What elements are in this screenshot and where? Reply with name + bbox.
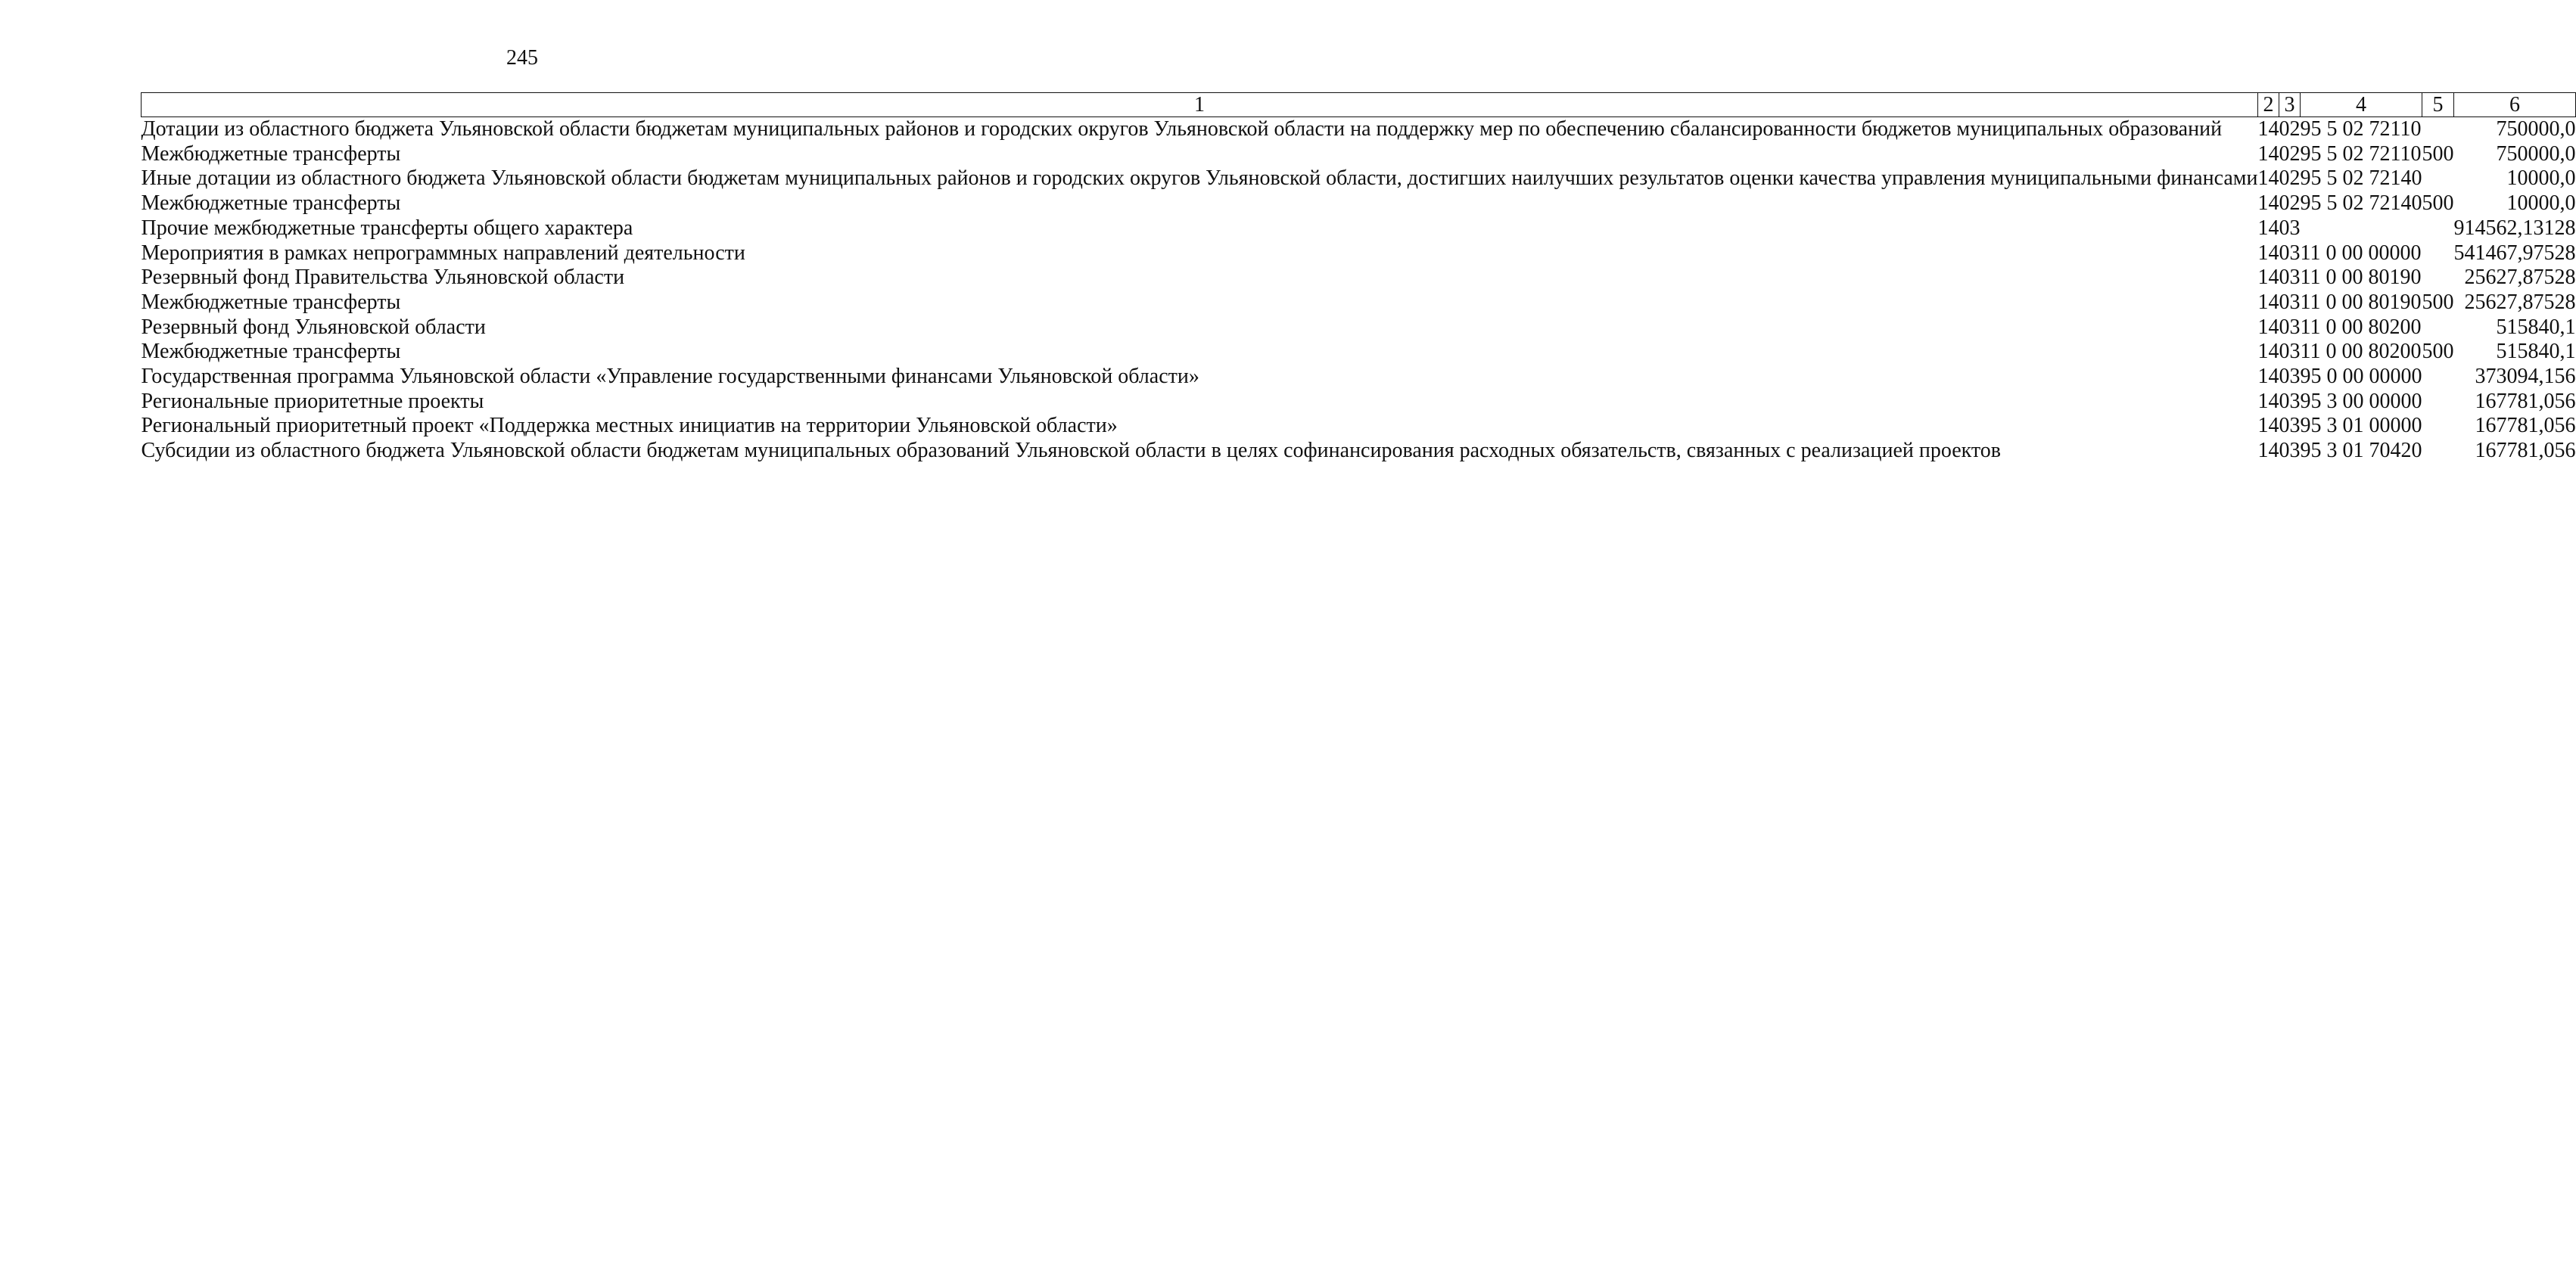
row-expense-type: 500 bbox=[2422, 340, 2454, 364]
page-number: 245 bbox=[506, 46, 538, 70]
row-name: Резервный фонд Правительства Ульяновской области bbox=[141, 266, 625, 290]
header-col-3: 3 bbox=[2279, 93, 2301, 117]
row-amount: 373094,156 bbox=[2475, 365, 2576, 389]
budget-table bbox=[141, 92, 2576, 464]
row-subsection-code: 03 bbox=[2279, 439, 2301, 463]
row-target-article: 11 0 00 00000 bbox=[2300, 241, 2422, 265]
row-name: Резервный фонд Ульяновской области bbox=[141, 315, 486, 339]
row-name: Межбюджетные трансферты bbox=[141, 340, 401, 364]
table-body bbox=[142, 117, 2576, 464]
row-name: Межбюджетные трансферты bbox=[141, 191, 401, 216]
row-subsection-code: 03 bbox=[2279, 365, 2301, 389]
table-row bbox=[142, 142, 2576, 167]
row-target-article: 95 0 00 00000 bbox=[2300, 365, 2422, 389]
row-subsection-code: 03 bbox=[2279, 315, 2301, 339]
table-row bbox=[142, 117, 2576, 142]
row-section-code: 14 bbox=[2257, 241, 2279, 265]
row-amount: 10000,0 bbox=[2506, 191, 2576, 216]
row-target-article: 95 3 00 00000 bbox=[2300, 389, 2422, 413]
header-col-2: 2 bbox=[2258, 93, 2279, 117]
row-name: Иные дотации из областного бюджета Ульяновской области бюджетам муниципальных районов и городских округов Ульяновской области, достигших наилучших результатов оценки качества управления муниципальными финансами bbox=[141, 166, 2258, 191]
row-expense-type: 500 bbox=[2422, 191, 2454, 216]
row-subsection-code: 03 bbox=[2279, 340, 2301, 364]
row-section-code: 14 bbox=[2257, 365, 2279, 389]
row-amount: 515840,1 bbox=[2496, 315, 2576, 339]
row-expense-type bbox=[2422, 216, 2454, 241]
row-name: Субсидии из областного бюджета Ульяновской области бюджетам муниципальных образований Ульяновской области в целях софинансирования расходных обязательств, связанных с реализацией проектов bbox=[141, 439, 2001, 463]
row-section-code: 14 bbox=[2257, 141, 2279, 166]
table-header-row bbox=[142, 93, 2576, 117]
table-row bbox=[142, 365, 2576, 390]
row-name: Региональные приоритетные проекты bbox=[141, 389, 484, 413]
row-target-article: 95 5 02 72140 bbox=[2300, 191, 2422, 216]
row-subsection-code: 03 bbox=[2279, 389, 2301, 413]
row-section-code: 14 bbox=[2257, 315, 2279, 339]
row-name: Прочие межбюджетные трансферты общего характера bbox=[141, 216, 633, 240]
table-row bbox=[142, 191, 2576, 216]
row-amount: 515840,1 bbox=[2496, 340, 2576, 364]
row-amount: 167781,056 bbox=[2475, 439, 2576, 463]
header-col-1: 1 bbox=[142, 93, 2258, 117]
table-row bbox=[142, 439, 2576, 464]
row-name: Дотации из областного бюджета Ульяновской области бюджетам муниципальных районов и городских округов Ульяновской области на поддержку мер по обеспечению сбалансированности бюджетов муниципальных образований bbox=[141, 117, 2223, 141]
row-expense-type bbox=[2422, 390, 2454, 415]
row-subsection-code: 03 bbox=[2279, 414, 2301, 438]
row-amount: 25627,87528 bbox=[2464, 266, 2576, 290]
table-row bbox=[142, 340, 2576, 365]
row-subsection-code: 02 bbox=[2279, 191, 2301, 216]
row-target-article bbox=[2301, 216, 2422, 241]
row-target-article: 95 5 02 72140 bbox=[2300, 166, 2422, 191]
row-expense-type bbox=[2422, 414, 2454, 439]
row-amount: 10000,0 bbox=[2506, 166, 2576, 191]
header-col-5: 5 bbox=[2422, 93, 2454, 117]
table-row bbox=[142, 266, 2576, 290]
row-section-code: 14 bbox=[2257, 414, 2279, 438]
row-expense-type: 500 bbox=[2422, 290, 2454, 314]
table-row bbox=[142, 414, 2576, 439]
row-subsection-code: 03 bbox=[2279, 216, 2301, 240]
row-section-code: 14 bbox=[2257, 340, 2279, 364]
row-name: Межбюджетные трансферты bbox=[141, 141, 401, 166]
table-row bbox=[142, 216, 2576, 241]
row-subsection-code: 03 bbox=[2279, 290, 2301, 314]
row-name: Межбюджетные трансферты bbox=[141, 290, 401, 314]
row-expense-type bbox=[2422, 439, 2454, 464]
row-expense-type: 500 bbox=[2422, 141, 2454, 166]
row-target-article: 95 3 01 00000 bbox=[2300, 414, 2422, 438]
row-name: Мероприятия в рамках непрограммных направлений деятельности bbox=[141, 241, 745, 265]
row-target-article: 95 5 02 72110 bbox=[2300, 141, 2422, 166]
row-target-article: 95 3 01 70420 bbox=[2300, 439, 2422, 463]
header-col-6: 6 bbox=[2454, 93, 2576, 117]
row-amount: 750000,0 bbox=[2496, 141, 2576, 166]
row-amount: 750000,0 bbox=[2496, 117, 2576, 141]
row-subsection-code: 03 bbox=[2279, 241, 2301, 265]
table-row bbox=[142, 166, 2576, 191]
row-expense-type bbox=[2422, 117, 2454, 142]
row-target-article: 11 0 00 80190 bbox=[2300, 290, 2422, 314]
table-row bbox=[142, 241, 2576, 266]
row-amount: 541467,97528 bbox=[2453, 241, 2576, 265]
row-subsection-code: 03 bbox=[2279, 266, 2301, 290]
table-row bbox=[142, 290, 2576, 315]
row-expense-type bbox=[2422, 315, 2454, 340]
row-section-code: 14 bbox=[2257, 389, 2279, 413]
row-section-code: 14 bbox=[2257, 117, 2279, 141]
row-subsection-code: 02 bbox=[2279, 141, 2301, 166]
row-expense-type bbox=[2422, 241, 2454, 266]
row-subsection-code: 02 bbox=[2279, 166, 2301, 191]
row-amount: 167781,056 bbox=[2475, 414, 2576, 438]
row-target-article: 11 0 00 80200 bbox=[2300, 315, 2422, 339]
row-section-code: 14 bbox=[2257, 266, 2279, 290]
row-expense-type bbox=[2422, 365, 2454, 390]
row-target-article: 95 5 02 72110 bbox=[2300, 117, 2422, 141]
row-amount: 167781,056 bbox=[2475, 389, 2576, 413]
row-section-code: 14 bbox=[2257, 216, 2279, 240]
row-target-article: 11 0 00 80190 bbox=[2300, 266, 2422, 290]
row-expense-type bbox=[2422, 166, 2454, 191]
row-section-code: 14 bbox=[2257, 439, 2279, 463]
row-expense-type bbox=[2422, 266, 2454, 290]
row-subsection-code: 02 bbox=[2279, 117, 2301, 141]
row-section-code: 14 bbox=[2257, 166, 2279, 191]
row-section-code: 14 bbox=[2257, 191, 2279, 216]
table-row bbox=[142, 315, 2576, 340]
table-row bbox=[142, 390, 2576, 415]
row-target-article: 11 0 00 80200 bbox=[2300, 340, 2422, 364]
header-col-4: 4 bbox=[2301, 93, 2422, 117]
row-amount: 25627,87528 bbox=[2464, 290, 2576, 314]
row-name: Региональный приоритетный проект «Поддержка местных инициатив на территории Ульяновской области» bbox=[141, 414, 1118, 438]
row-section-code: 14 bbox=[2257, 290, 2279, 314]
row-amount: 914562,13128 bbox=[2453, 216, 2576, 240]
row-name: Государственная программа Ульяновской области «Управление государственными финансами Ульяновской области» bbox=[141, 365, 1199, 389]
